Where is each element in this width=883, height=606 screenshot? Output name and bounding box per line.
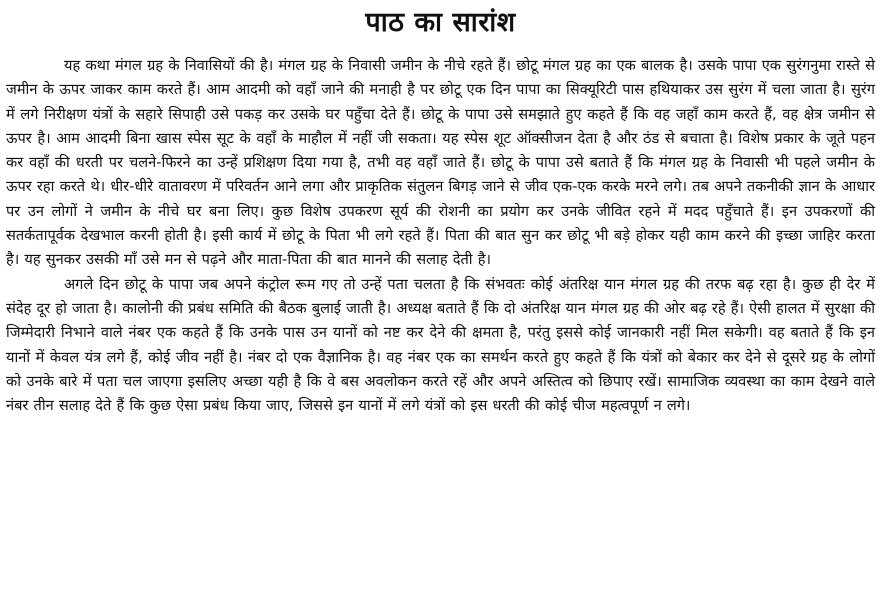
summary-paragraph-2: अगले दिन छोटू के पापा जब अपने कंट्रोल रूम गए तो उन्हें पता चलता है कि संभवतः कोई अंतरिक्ष यान मंगल ग्रह की तरफ बढ़ रहा है। कुछ ही देर में संदेह दूर हो जाता है। कालोनी की प्रबंध समिति की बैठक बुलाई जाती है। अध्यक्ष बताते हैं कि दो अंतरिक्ष यान मंगल ग्रह की ओर बढ़ रहे हैं। ऐसी हालत में सुरक्षा की जिम्मेदारी निभाने वाले नंबर एक कहते हैं कि उनके पास उन यानों को नष्ट कर देने की क्षमता है, परंतु इससे कोई जानकारी नहीं मिल सकेगी। वह बताते हैं कि इन यानों में केवल यंत्र लगे हैं, कोई जीव नहीं है। नंबर दो एक वैज्ञानिक है। वह नंबर एक का समर्थन करते हुए कहते हैं कि यंत्रों को बेकार कर देने से दूसरे ग्रह के लोगों को उनके बारे में पता चल जाएगा इसलिए अच्छा यही है कि वे बस अवलोकन करते रहें और अपने अस्तित्व को छिपाए रखें। सामाजिक व्यवस्था का काम देखने वाले नंबर तीन सलाह देते हैं कि कुछ ऐसा प्रबंध किया जाए, जिससे इन यानों में लगे यंत्रों को इस धरती की कोई चीज महत्वपूर्ण न लगे। [6,275,875,415]
summary-paragraph-1: यह कथा मंगल ग्रह के निवासियों की है। मंगल ग्रह के निवासी जमीन के नीचे रहते हैं। छोटू मंगल ग्रह का एक बालक है। उसके पापा एक सुरंगनुमा रास्ते से जमीन के ऊपर जाकर काम करते हैं। आम आदमी को वहाँ जाने की मनाही है पर छोटू एक दिन पापा का सिक्यूरिटी पास हथियाकर उस सुरंग में चला जाता है। सुरंग में लगे निरीक्षण यंत्रों के सहारे सिपाही उसे पकड़ कर उसके घर पहुँचा देते हैं। छोटू के पापा उसे समझाते हुए कहते हैं कि वह जहाँ काम करते हैं, वह क्षेत्र जमीन से ऊपर है। आम आदमी बिना खास स्पेस सूट के वहाँ के माहौल में नहीं जी सकता। यह स्पेस शूट ऑक्सीजन देता है और ठंड से बचाता है। विशेष प्रकार के जूते पहन कर वहाँ की धरती पर चलने-फिरने का उन्हें प्रशिक्षण दिया गया है, तभी वह वहाँ जाते हैं। छोटू के पापा उसे बताते हैं कि मंगल ग्रह के निवासी भी पहले जमीन के ऊपर रहा करते थे। धीर-धीरे वातावरण में परिवर्तन आने लगा और प्राकृतिक संतुलन बिगड़ जाने से जीव एक-एक करके मरने लगे। तब अपने तकनीकी ज्ञान के आधार पर उन लोगों ने जमीन के नीचे घर बना लिए। कुछ विशेष उपकरण सूर्य की रोशनी का प्रयोग कर उनके जीवित रहने में मदद पहुँचाते हैं। इन उपकरणों की सतर्कतापूर्वक देखभाल करनी होती है। इसी कार्य में छोटू के पिता भी लगे रहते हैं। पिता की बात सुन कर छोटू भी बड़े होकर यही काम करने की इच्छा जाहिर करता है। यह सुनकर उसकी माँ उसे मन से पढ़ने और माता-पिता की बात मानने की सलाह देती है। [6,57,876,269]
page-title: पाठ का सारांश [365,7,516,38]
